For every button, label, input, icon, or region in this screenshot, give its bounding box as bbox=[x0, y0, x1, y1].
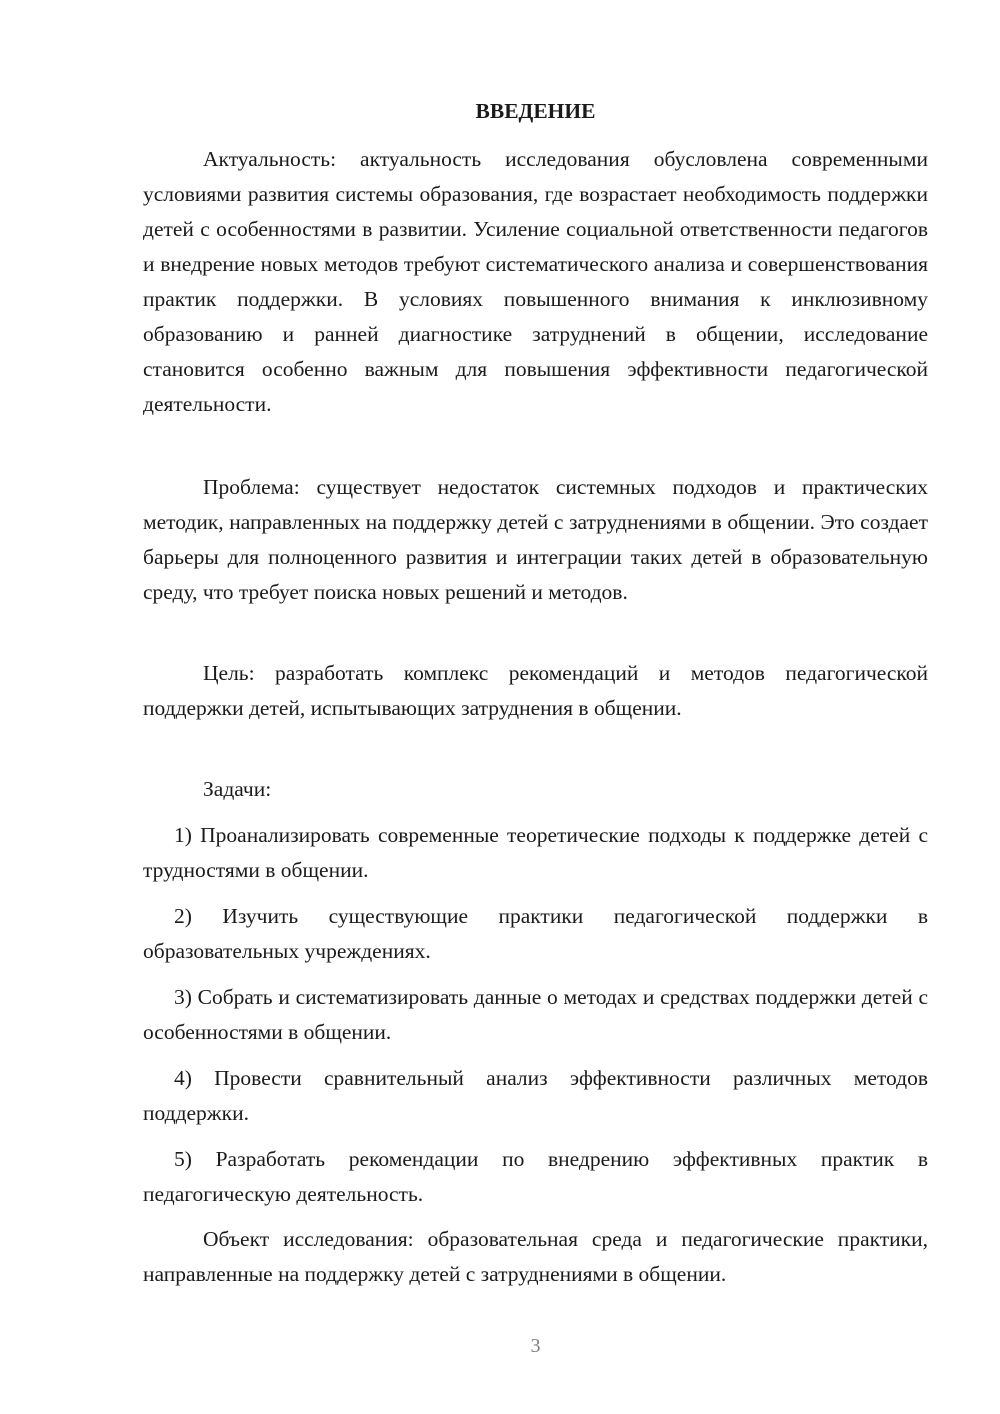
task-item: 4) Провести сравнительный анализ эффективности различных методов поддержки. bbox=[143, 1066, 928, 1125]
object-paragraph: Объект исследования: образовательная среда и педагогические практики, направленные на поддержку детей с затруднениями в общении. bbox=[143, 1227, 928, 1286]
problem-paragraph: Проблема: существует недостаток системных подходов и практических методик, направленных на поддержку детей с затруднениями в общении. Это создает барьеры для полноценного развития и интеграции таких детей в образовательную среду, что требует поиска новых решений и методов. bbox=[143, 475, 928, 604]
task-item: 5) Разработать рекомендации по внедрению эффективных практик в педагогическую деятельность. bbox=[143, 1147, 928, 1206]
section-title: ВВЕДЕНИЕ bbox=[475, 99, 596, 123]
task-item: 3) Собрать и систематизировать данные о методах и средствах поддержки детей с особенностями в общении. bbox=[143, 985, 928, 1044]
tasks-heading: Задачи: bbox=[203, 777, 272, 801]
goal-paragraph: Цель: разработать комплекс рекомендаций и методов педагогической поддержки детей, испытывающих затруднения в общении. bbox=[143, 661, 928, 720]
relevance-paragraph: Актуальность: актуальность исследования обусловлена современными условиями развития системы образования, где возрастает необходимость поддержки детей с особенностями в развитии. Усиление социальной ответственности педагогов и внедрение новых методов требуют систематического анализа и совершенствования практик поддержки. В условиях повышенного внимания к инклюзивному образованию и ранней диагностике затруднений в общении, исследование становится особенно важным для повышения эффективности педагогической деятельности. bbox=[143, 147, 928, 416]
task-item: 2) Изучить существующие практики педагогической поддержки в образовательных учреждениях. bbox=[143, 904, 928, 963]
page-number: 3 bbox=[530, 1335, 541, 1357]
task-item: 1) Проанализировать современные теоретические подходы к поддержке детей с трудностями в общении. bbox=[143, 823, 928, 882]
document-page bbox=[143, 0, 928, 1414]
